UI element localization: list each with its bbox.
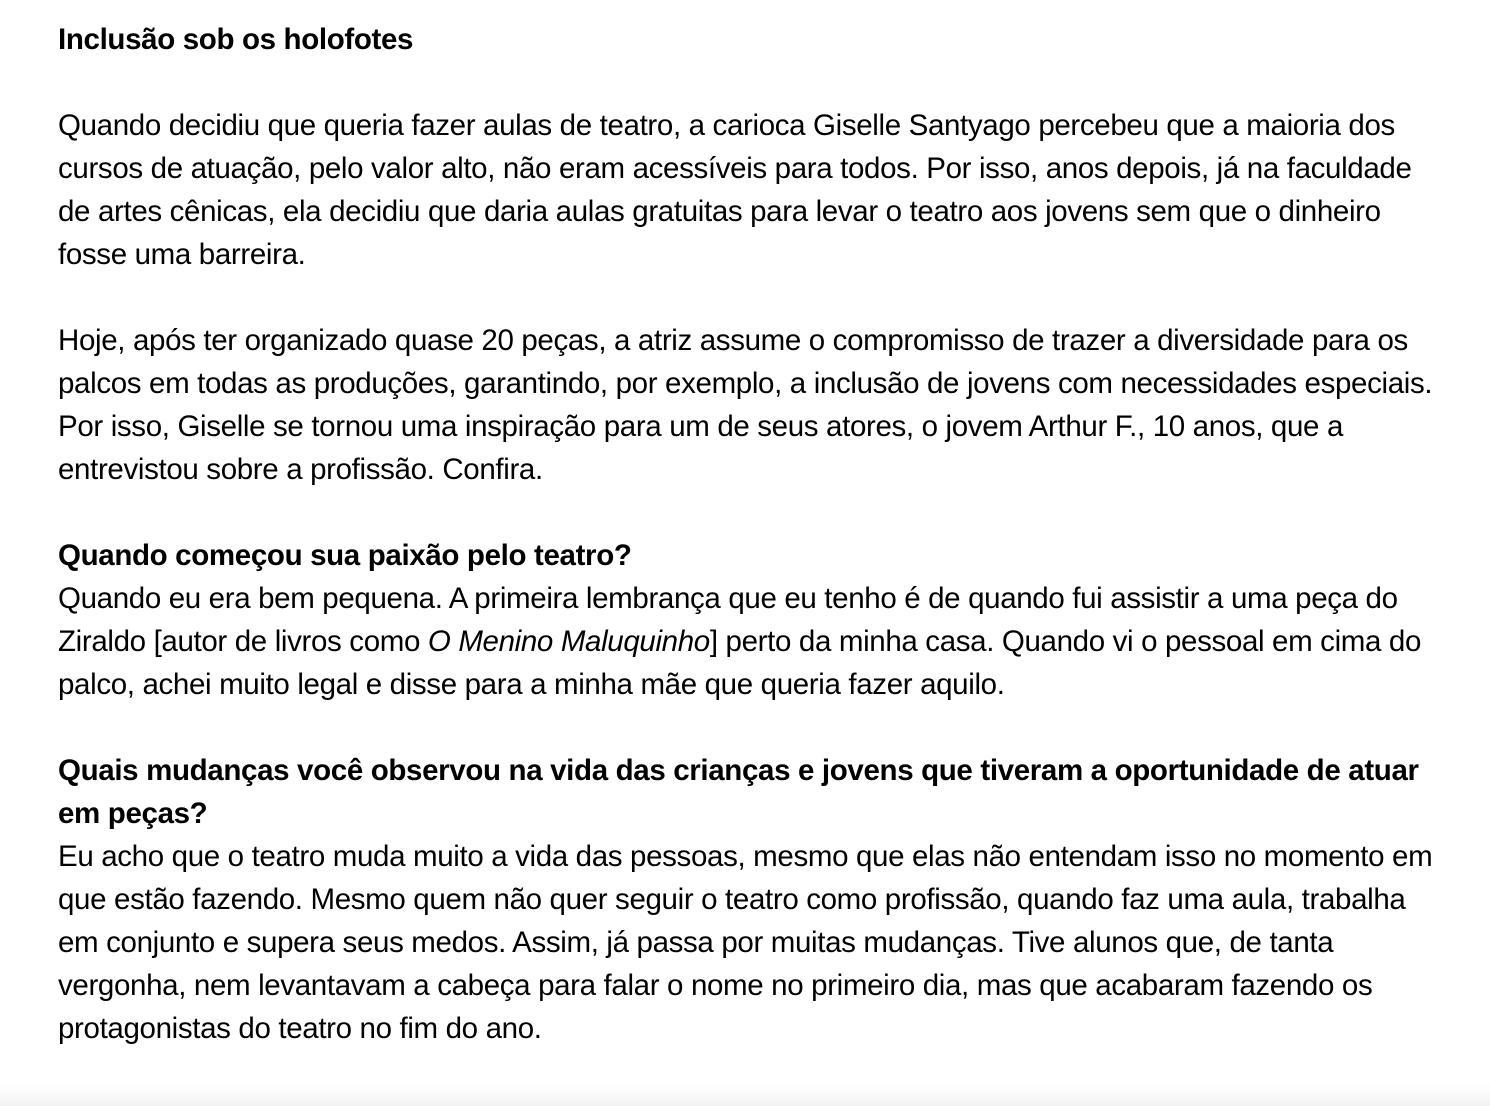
interview-answer-1 xyxy=(58,577,1438,706)
interview-question-1: Quando começou sua paixão pelo teatro? xyxy=(58,539,632,572)
interview-answer-2: Eu acho que o teatro muda muito a vida das pessoas, mesmo que elas não entendam isso no momento em que estão fazendo. Mesmo quem não quer seguir o teatro como profissão, quando faz uma aula, trabalha em conjunto e supera seus medos. Assim, já passa por muitas mudanças. Tive alunos que, de tanta vergonha, nem levantavam a cabeça para falar o nome no primeiro dia, mas que acabaram fazendo os protagonistas do teatro no fim do ano. xyxy=(58,840,1433,1045)
spacer xyxy=(58,61,1438,104)
interview-question-2: Quais mudanças você observou na vida das crianças e jovens que tiveram a oportunidade de atuar em peças? xyxy=(58,754,1419,830)
spacer xyxy=(58,706,1438,749)
book-title: O Menino Maluquinho xyxy=(427,625,710,658)
intro-paragraph-1: Quando decidiu que queria fazer aulas de teatro, a carioca Giselle Santyago percebeu que a maioria dos cursos de atuação, pelo valor alto, não eram acessíveis para todos. Por isso, anos depois, já na faculdade de artes cênicas, ela decidiu que daria aulas gratuitas para levar o teatro aos jovens sem que o dinheiro fosse uma barreira. xyxy=(58,109,1412,271)
answer-text: ] perto da minha casa. Quando vi o pessoal em cima do palco, achei muito legal e disse para a minha mãe que queria fazer aquilo. xyxy=(58,625,1422,701)
document-page xyxy=(58,18,1438,1050)
spacer xyxy=(58,491,1438,534)
answer-text: Quando eu era bem pequena. A primeira lembrança que eu tenho é de quando fui assistir a uma peça do Ziraldo [autor de livros como xyxy=(58,582,1398,658)
page-bottom-edge xyxy=(0,1084,1490,1106)
spacer xyxy=(58,276,1438,319)
article-title: Inclusão sob os holofotes xyxy=(58,23,414,56)
intro-paragraph-2: Hoje, após ter organizado quase 20 peças, a atriz assume o compromisso de trazer a diversidade para os palcos em todas as produções, garantindo, por exemplo, a inclusão de jovens com necessidades especiais. Por isso, Giselle se tornou uma inspiração para um de seus atores, o jovem Arthur F., 10 anos, que a entrevistou sobre a profissão. Confira. xyxy=(58,324,1433,486)
